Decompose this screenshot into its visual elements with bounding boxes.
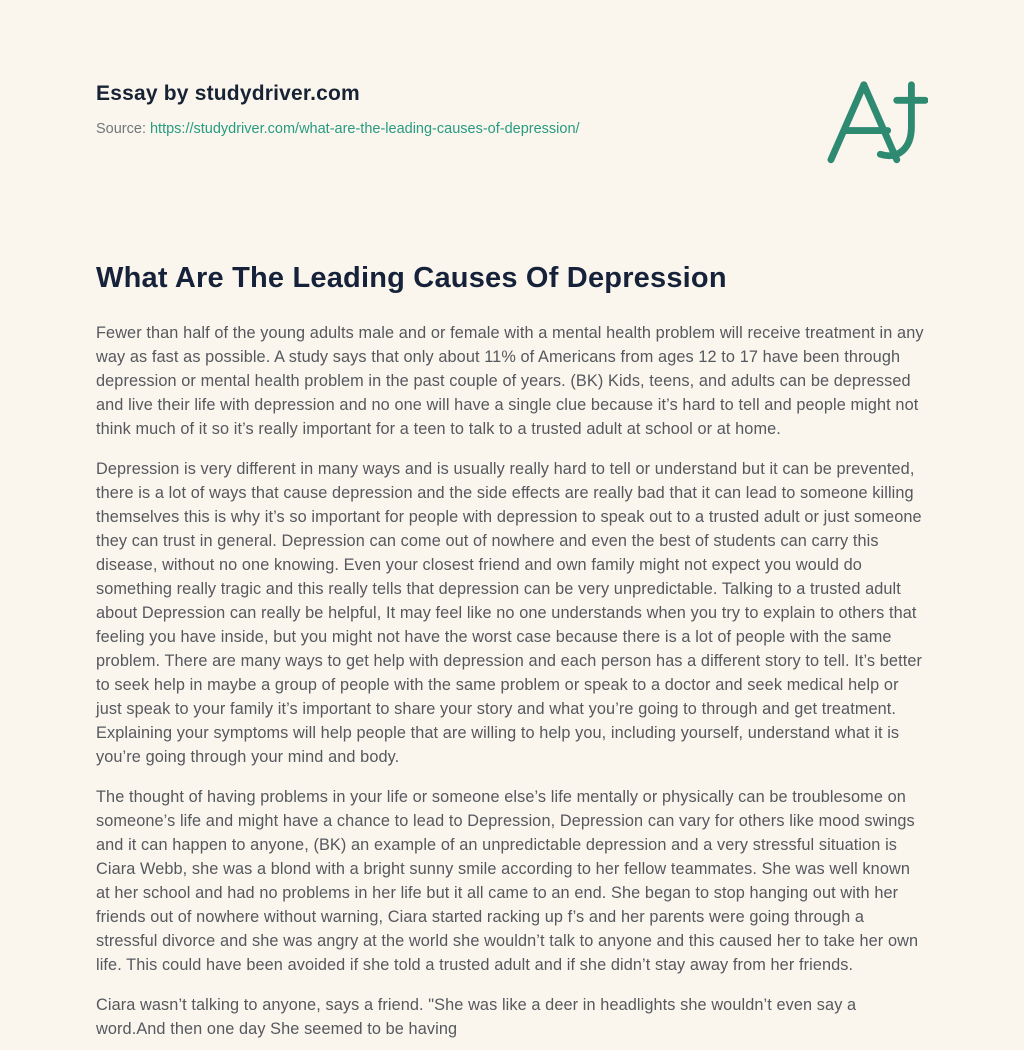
article-paragraph-3: The thought of having problems in your life or someone else’s life mentally or physically can be troublesome on someone’s life and might have a chance to lead to Depression, Depression can vary for others like mood swings and it can happen to anyone, (BK) an example of an unpredictable depression and a very stressful situation is Ciara Webb, she was a blond with a bright sunny smile according to her fellow teammates. She was well known at her school and had no problems in her life but it all came to an end. She began to stop hanging out with her friends out of nowhere without warning, Ciara started racking up f’s and her parents were going through a stressful divorce and she was angry at the world she wouldn’t talk to anyone and this caused her to take her own life. This could have been avoided if she told a trusted adult and if she didn’t stay away from her friends. [96,788,919,974]
byline: Essay by studydriver.com [96,82,360,105]
article-paragraph-4: Ciara wasn’t talking to anyone, says a friend. "She was like a deer in headlights she wouldn’t even say a word.And then one day She seemed to be having [96,996,857,1038]
a-plus-logo-icon [818,72,928,168]
essay-article [96,262,928,1041]
source-line [96,121,580,137]
source-url-link[interactable]: https://studydriver.com/what-are-the-leading-causes-of-depression/ [149,121,580,137]
header-text-block [96,72,580,137]
document-header [96,72,928,168]
article-paragraph-2: Depression is very different in many ways and is usually really hard to tell or understand but it can be prevented, there is a lot of ways that cause depression and the side effects are really bad that it can lead to someone killing themselves this is why it’s so important for people with depression to speak out to a trusted adult or just someone they can trust in general. Depression can come out of nowhere and even the best of students can carry this disease, without no one knowing. Even your closest friend and own family might not expect you would do something really tragic and this really tells that depression can be very unpredictable. Talking to a trusted adult about Depression can really be helpful, It may feel like no one understands when you try to explain to others that feeling you have inside, but you might not have the worst case because there is a lot of people with the same problem. There are many ways to get help with depression and each person has a different story to tell. It’s better to seek help in maybe a group of people with the same problem or speak to a doctor and seek medical help or just speak to your family it’s important to share your story and what you’re going to through and get treatment. Explaining your symptoms will help people that are willing to help you, including yourself, understand what it is you’re going through your mind and body. [96,460,923,766]
article-paragraph-1: Fewer than half of the young adults male and or female with a mental health problem will receive treatment in any way as fast as possible. A study says that only about 11% of Americans from ages 12 to 17 have been through depression or mental health problem in the past couple of years. (BK) Kids, teens, and adults can be depressed and live their life with depression and no one will have a single clue because it’s hard to tell and people might not think much of it so it’s really important for a teen to talk to a trusted adult at school or at home. [96,324,924,438]
studydriver-logo [818,72,928,168]
source-label: Source: [96,121,146,137]
article-title: What Are The Leading Causes Of Depression [96,262,727,294]
